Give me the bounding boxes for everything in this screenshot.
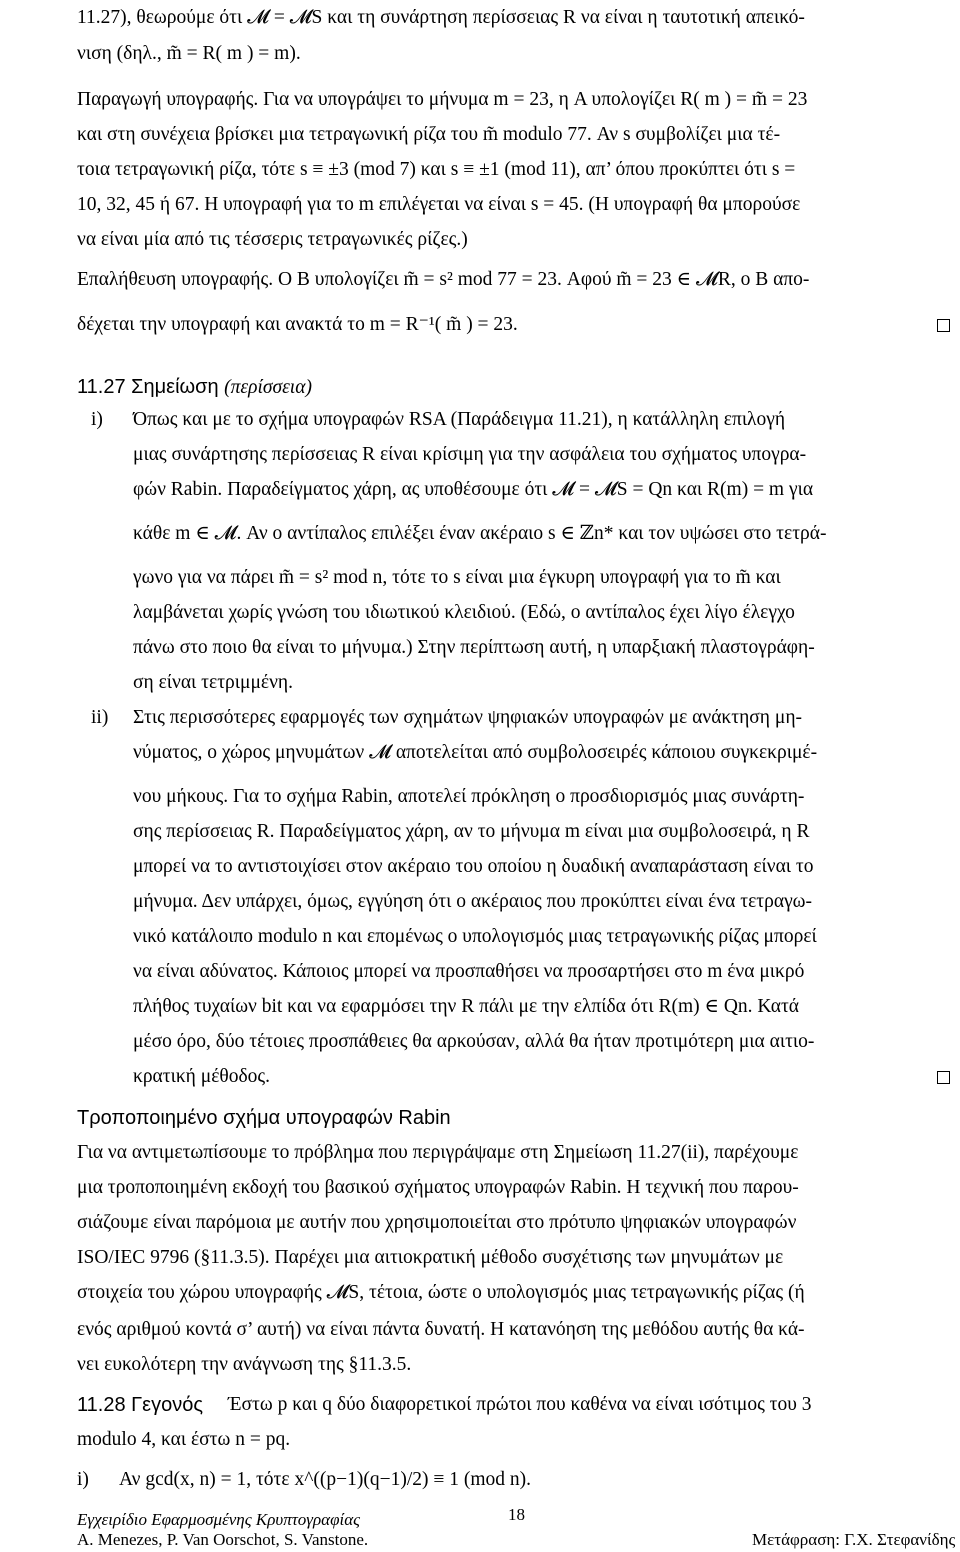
text-line: κρατική μέθοδος. xyxy=(133,1066,271,1087)
text-line: μήνυμα. Δεν υπάρχει, όμως, εγγύηση ότι ο ακέραιος που προκύπτει είναι ένα τετραγω- xyxy=(133,891,813,912)
text-line: modulo 4, και έστω n = pq. xyxy=(77,1429,291,1450)
text-line: Αν gcd(x, n) = 1, τότε x^((p−1)(q−1)/2) ≡ 1 (mod n). xyxy=(119,1469,532,1490)
note-number: 11.27 xyxy=(77,376,126,398)
text-line: γωνο για να πάρει m̃ = s² mod n, τότε το s είναι μια έγκυρη υπογραφή για το m̃ και xyxy=(133,567,781,588)
qed-square-icon xyxy=(937,1071,950,1084)
footer-page-number: 18 xyxy=(508,1505,525,1524)
note-heading xyxy=(77,375,312,400)
fact-heading xyxy=(77,1393,203,1417)
footer-authors: A. Menezes, P. Van Oorschot, S. Vanstone. xyxy=(77,1530,369,1549)
fact-number: 11.28 xyxy=(77,1394,126,1416)
text-line: Για να αντιμετωπίσουμε το πρόβλημα που περιγράψαμε στη Σημείωση 11.27(ii), παρέχουμε xyxy=(77,1142,799,1163)
footer-translation: Μετάφραση: Γ.Χ. Στεφανίδης xyxy=(752,1530,956,1549)
text-line: κάθε m ∈ 𝓜. Αν ο αντίπαλος επιλέξει έναν ακέραιο s ∈ ℤn* και τον υψώσει στο τετρά- xyxy=(133,523,827,544)
text-line: πάνω στο ποιο θα είναι το μήνυμα.) Στην περίπτωση αυτή, η υπαρξιακή πλαστογράφη- xyxy=(133,637,815,658)
note-title: Σημείωση xyxy=(131,376,219,398)
text-line: νικό κατάλοιπο modulo n και επομένως ο υπολογισμός μιας τετραγωνικής ρίζας μπορεί xyxy=(133,926,817,947)
text-line: μέσο όρο, δύο τέτοιες προσπάθειες θα αρκούσαν, αλλά θα ήταν προτιμότερη μια αιτιο- xyxy=(133,1031,815,1052)
text-line: να είναι μία από τις τέσσερις τετραγωνικές ρίζες.) xyxy=(77,229,468,250)
section-title: Τροποποιημένο σχήμα υπογραφών Rabin xyxy=(77,1107,451,1129)
note-subtitle: (περίσσεια) xyxy=(224,377,312,398)
fact-title: Γεγονός xyxy=(131,1394,203,1416)
qed-square-icon xyxy=(937,319,950,332)
list-label: ii) xyxy=(91,707,109,728)
text-line: φών Rabin. Παραδείγματος χάρη, ας υποθέσουμε ότι 𝓜 = 𝓜S = Qn και R(m) = m για xyxy=(133,479,814,500)
text-line: μια τροποποιημένη εκδοχή του βασικού σχήματος υπογραφών Rabin. Η τεχνική που παρου- xyxy=(77,1177,799,1198)
text-line: Επαλήθευση υπογραφής. Ο B υπολογίζει m̃ = s² mod 77 = 23. Αφού m̃ = 23 ∈ 𝓜R, ο B απο- xyxy=(77,269,810,290)
text-line: Παραγωγή υπογραφής. Για να υπογράψει το μήνυμα m = 23, η A υπολογίζει R( m ) = m̃ = 23 xyxy=(77,89,808,110)
text-line: σης περίσσειας R. Παραδείγματος χάρη, αν το μήνυμα m είναι μια συμβολοσειρά, η R xyxy=(133,821,810,842)
text-line: 11.27), θεωρούμε ότι 𝓜 = 𝓜S και τη συνάρτηση περίσσειας R να είναι η ταυτοτική απεικό- xyxy=(77,7,805,28)
text-line: ενός αριθμού κοντά σ’ αυτή) να είναι πάντα δυνατή. Η κατανόηση της μεθόδου αυτής θα κά- xyxy=(77,1319,805,1340)
text-line: μπορεί να το αντιστοιχίσει στον ακέραιο του οποίου η δυαδική αναπαράσταση είναι το xyxy=(133,856,814,877)
text-line: λαμβάνεται χωρίς γνώση του ιδιωτικού κλειδιού. (Εδώ, ο αντίπαλος έχει λίγο έλεγχο xyxy=(133,602,795,623)
list-label: i) xyxy=(77,1469,89,1490)
text-line: νύματος, ο χώρος μηνυμάτων 𝓜 αποτελείται από συμβολοσειρές κάποιου συγκεκριμέ- xyxy=(133,742,818,763)
text-line: ση είναι τετριμμένη. xyxy=(133,672,293,693)
text-line: Στις περισσότερες εφαρμογές των σχημάτων ψηφιακών υπογραφών με ανάκτηση μη- xyxy=(133,707,803,728)
text-line: ISO/IEC 9796 (§11.3.5). Παρέχει μια αιτιοκρατική μέθοδο συσχέτισης των μηνυμάτων με xyxy=(77,1247,784,1268)
text-line: δέχεται την υπογραφή και ανακτά το m = R⁻¹( m̃ ) = 23. xyxy=(77,314,518,335)
text-line: τοια τετραγωνική ρίζα, τότε s ≡ ±3 (mod 7) και s ≡ ±1 (mod 11), απ’ όπου προκύπτει ότι s = xyxy=(77,159,796,180)
text-line: 10, 32, 45 ή 67. Η υπογραφή για το m επιλέγεται να είναι s = 45. (Η υπογραφή θα μπορούσε xyxy=(77,194,801,215)
text-line: να είναι αδύνατος. Κάποιος μπορεί να προσπαθήσει να προσαρτήσει στο m ένα μικρό xyxy=(133,961,805,982)
text-line: Όπως και με το σχήμα υπογραφών RSA (Παράδειγμα 11.21), η κατάλληλη επιλογή xyxy=(133,409,786,430)
text-line: στοιχεία του χώρου υπογραφής 𝓜S, τέτοια, ώστε ο υπολογισμός μιας τετραγωνικής ρίζας (ή xyxy=(77,1282,805,1303)
text-line: Έστω p και q δύο διαφορετικοί πρώτοι που καθένα να είναι ισότιμος του 3 xyxy=(228,1394,812,1415)
text-line: νου μήκους. Για το σχήμα Rabin, αποτελεί πρόκληση ο προσδιορισμός μιας συνάρτη- xyxy=(133,786,805,807)
text-line: σιάζουμε είναι παρόμοια με αυτήν που χρησιμοποιείται στο πρότυπο ψηφιακών υπογραφών xyxy=(77,1212,797,1233)
list-label: i) xyxy=(91,409,103,430)
text-line: νει ευκολότερη την ανάγνωση της §11.3.5. xyxy=(77,1354,412,1375)
text-line: νιση (δηλ., m̃ = R( m ) = m). xyxy=(77,43,301,64)
footer-book-title: Εγχειρίδιο Εφαρμοσμένης Κρυπτογραφίας xyxy=(77,1510,361,1529)
text-line: και στη συνέχεια βρίσκει μια τετραγωνική ρίζα του m̃ modulo 77. Αν s συμβολίζει μια τέ- xyxy=(77,124,781,145)
text-line: μιας συνάρτησης περίσσειας R είναι κρίσιμη για την ασφάλεια του σχήματος υπογρα- xyxy=(133,444,807,465)
text-line: πλήθος τυχαίων bit και να εφαρμόσει την R πάλι με την ελπίδα ότι R(m) ∈ Qn. Κατά xyxy=(133,996,800,1017)
